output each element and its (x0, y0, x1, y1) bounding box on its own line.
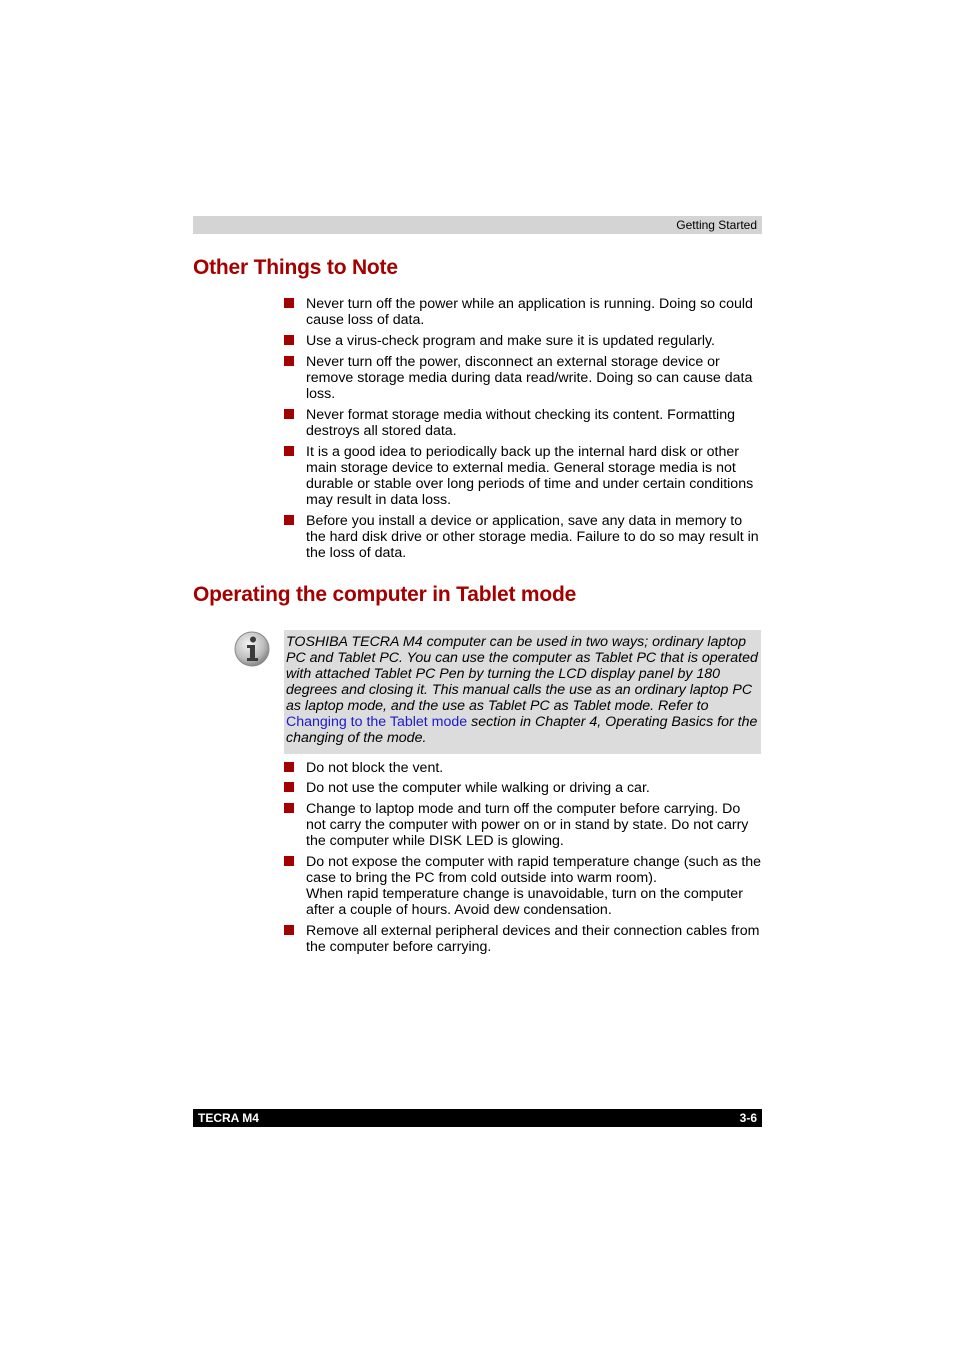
note-text: TOSHIBA TECRA M4 computer can be used in two ways; ordinary laptop PC and Tablet PC. You can use the computer as Tablet PC that is operated with attached Tablet PC Pen by turning the LCD display panel by 180 degrees and closing it. This manual calls the use as an ordinary laptop PC as laptop mode, and the use as Tablet PC as Tablet mode. Refer to Changing to the Tablet mode section in Chapter 4, Operating Basics for the changing of the mode. (286, 634, 758, 746)
bullet-square-icon (284, 409, 294, 419)
bullet-square-icon (284, 782, 294, 792)
bullet-list-tablet-mode (283, 760, 763, 960)
list-item: Change to laptop mode and turn off the computer before carrying. Do not carry the computer with power on or in stand by state. Do not carry the computer while DISK LED is glowing. (283, 801, 763, 849)
bullet-square-icon (284, 515, 294, 525)
note-box (284, 630, 761, 754)
footer-page-number: 3-6 (739, 1111, 757, 1125)
section-title-tablet-mode: Operating the computer in Tablet mode (193, 583, 577, 606)
info-icon (233, 630, 271, 668)
page-header (193, 216, 762, 234)
list-item: Remove all external peripheral devices and their connection cables from the computer before carrying. (283, 923, 763, 955)
header-section-title: Getting Started (676, 218, 757, 232)
bullet-square-icon (284, 356, 294, 366)
list-item: Never turn off the power, disconnect an external storage device or remove storage media during data read/write. Doing so can cause data loss. (283, 354, 763, 402)
bullet-square-icon (284, 335, 294, 345)
bullet-list-other-things (283, 296, 763, 566)
bullet-square-icon (284, 446, 294, 456)
list-item: Do not block the vent. (283, 760, 763, 776)
list-item: Do not use the computer while walking or driving a car. (283, 780, 763, 796)
list-item: Do not expose the computer with rapid temperature change (such as the case to bring the PC from cold outside into warm room). When rapid temperature change is unavoidable, turn on the computer after a couple of hours. Avoid dew condensation. (283, 854, 763, 918)
link-changing-to-tablet-mode[interactable]: Changing to the Tablet mode (286, 714, 468, 730)
list-item: Before you install a device or application, save any data in memory to the hard disk drive or other storage media. Failure to do so may result in the loss of data. (283, 513, 763, 561)
bullet-square-icon (284, 925, 294, 935)
bullet-square-icon (284, 803, 294, 813)
page-footer (193, 1109, 762, 1127)
bullet-square-icon (284, 298, 294, 308)
section-title-other-things: Other Things to Note (193, 256, 398, 279)
list-item: Use a virus-check program and make sure it is updated regularly. (283, 333, 763, 349)
list-item: It is a good idea to periodically back up the internal hard disk or other main storage device to external media. General storage media is not durable or stable over long periods of time and under certain conditions may result in data loss. (283, 444, 763, 508)
list-item: Never turn off the power while an application is running. Doing so could cause loss of data. (283, 296, 763, 328)
bullet-square-icon (284, 856, 294, 866)
bullet-square-icon (284, 762, 294, 772)
list-item: Never format storage media without checking its content. Formatting destroys all stored data. (283, 407, 763, 439)
footer-model: TECRA M4 (198, 1111, 259, 1125)
